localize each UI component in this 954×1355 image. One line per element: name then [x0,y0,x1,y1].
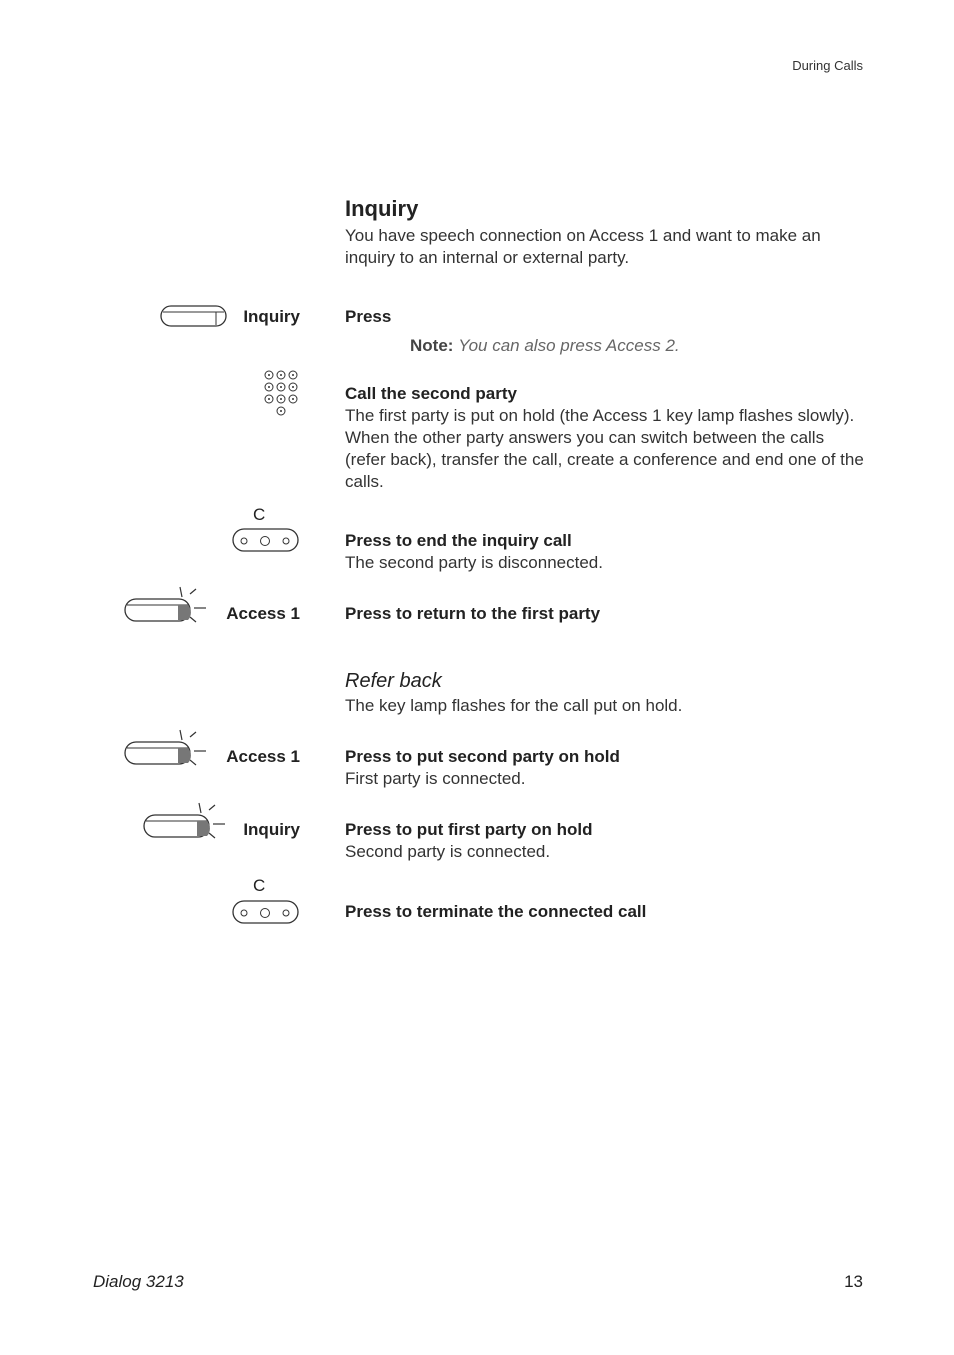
clear-key-icon [232,528,300,554]
refer-step1-title: Press to put second party on hold [345,747,620,766]
clear-key-icon-2 [232,900,300,926]
footer-page-number: 13 [844,1272,863,1291]
inquiry-key-icon [160,303,230,329]
running-head: During Calls [792,58,863,73]
step-call-second-title: Call the second party [345,384,517,403]
step-return-first-title: Press to return to the first party [345,604,601,623]
step-end-inquiry-text: The second party is disconnected. [345,553,603,572]
section-intro: You have speech connection on Access 1 and want to make an inquiry to an internal or external party. [345,226,821,267]
inquiry-flashing-key-icon [143,801,227,843]
keypad-icon [264,369,300,419]
note-text: You can also press Access 2. [458,336,680,355]
clear-key-letter-2: C [253,876,266,895]
refer-step1-text: First party is connected. [345,769,526,788]
refer-step2-title: Press to put first party on hold [345,820,593,839]
inquiry-key-label: Inquiry [243,307,300,326]
note [410,336,680,356]
inquiry-key-label-2: Inquiry [243,820,300,839]
step-end-inquiry-title: Press to end the inquiry call [345,531,572,550]
refer-step3-title: Press to terminate the connected call [345,902,647,921]
footer-product-name: Dialog 3213 [93,1272,184,1291]
step-press-title: Press [345,307,392,326]
access-1-key-label-2: Access 1 [226,747,300,766]
refer-back-title: Refer back [345,670,442,692]
note-label: Note: [410,336,454,355]
refer-back-intro: The key lamp flashes for the call put on hold. [345,696,683,715]
step-call-second-text: The first party is put on hold (the Access 1 key lamp flashes slowly). When the other party answers you can switch between the calls (refer back), transfer the call, create a conference and end one of the calls. [345,406,864,491]
refer-step2-text: Second party is connected. [345,842,551,861]
access-1-flashing-key-icon [124,585,208,627]
clear-key-letter: C [253,505,266,524]
access-1-key-label: Access 1 [226,604,300,623]
section-title: Inquiry [345,196,419,221]
access-1-flashing-key-icon-2 [124,728,208,770]
